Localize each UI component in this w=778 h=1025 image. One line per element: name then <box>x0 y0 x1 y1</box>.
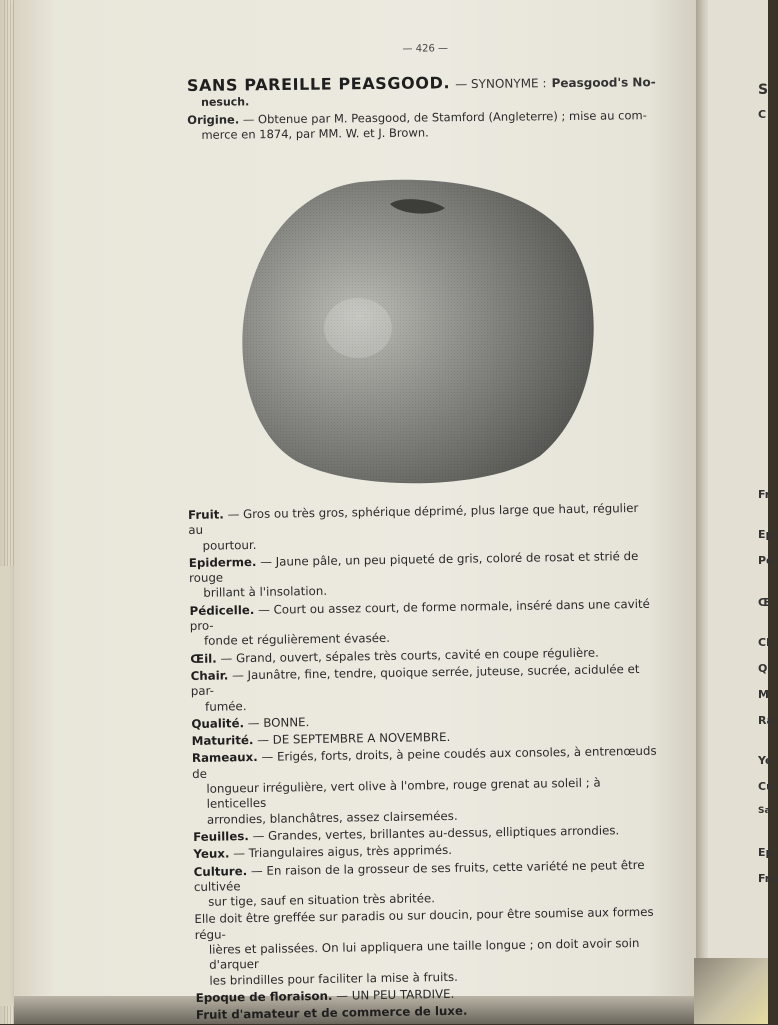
desc-fruit <box>188 501 657 554</box>
right-fragment-6: Cl <box>758 636 770 649</box>
culture-extra-l3: les brindilles pour faciliter la mise à fruits. <box>209 969 458 988</box>
right-fragment-13: Ep <box>758 846 774 859</box>
desc-fruit-l2: pourtour. <box>202 537 257 553</box>
desc-chair-l2: fumée. <box>205 698 247 714</box>
desc-pedicelle-l2: fonde et régulièrement évasée. <box>203 631 391 649</box>
desc-maturite-l1: — DE SEPTEMBRE A NOVEMBRE. <box>257 730 451 748</box>
desc-feuilles-l1: — Grandes, vertes, brillantes au-dessus, elliptiques arrondies. <box>252 823 620 843</box>
desc-chair-label: Chair. <box>190 668 229 683</box>
culture-extra-l1: Elle doit être greffée sur paradis ou sur doucin, pour être soumise aux formes régu- <box>194 905 654 942</box>
desc-culture <box>194 857 663 910</box>
origin-line1: — Obtenue par M. Peasgood, de Stamford (Angleterre) ; mise au com- <box>242 108 647 127</box>
culture-extra-l2: lières et palissées. On lui appliquera une taille longue ; on doit avoir soin d'arquer <box>208 935 640 973</box>
desc-qualite-label: Qualité. <box>191 716 245 731</box>
desc-yeux-l1: — Triangulaires aigus, très apprimés. <box>233 843 453 861</box>
description-block <box>188 501 664 1025</box>
desc-feuilles-label: Feuilles. <box>193 829 249 844</box>
desc-oeil-l1: — Grand, ouvert, sépales très courts, cavité en coupe régulière. <box>220 645 599 666</box>
floraison-label: Epoque de floraison. <box>195 988 333 1005</box>
desc-culture-label: Culture. <box>193 863 248 879</box>
desc-rameaux-l2: longueur irrégulière, vert olive à l'ombre, rouge grenat au soleil ; à lenticelles <box>206 775 601 812</box>
desc-epiderme <box>189 549 658 602</box>
right-page-fragment <box>708 0 778 960</box>
desc-maturite-label: Maturité. <box>191 733 254 749</box>
right-fragment-9: Ra <box>758 714 774 727</box>
right-fragment-12: Sa <box>758 806 771 816</box>
desc-rameaux <box>192 744 661 828</box>
desc-culture-l2: sur tige, sauf en situation très abritée. <box>208 891 436 909</box>
corner-object <box>694 958 768 1024</box>
page-number: — 426 — <box>402 43 449 55</box>
desc-yeux-label: Yeux. <box>193 846 230 862</box>
origin-line2: merce en 1874, par MM. W. et J. Brown. <box>201 125 429 142</box>
right-fragment-0: S <box>758 82 769 98</box>
desc-rameaux-label: Rameaux. <box>191 750 258 766</box>
right-fragment-11: Cu <box>758 780 774 793</box>
apple-highlight <box>324 298 392 358</box>
desc-qualite-l1: — BONNE. <box>247 714 310 730</box>
desc-rameaux-l1: — Erigés, forts, droits, à peine coudés aux consoles, à entrenœuds de <box>192 744 657 781</box>
synonym-value-b: nesuch. <box>201 95 250 109</box>
desc-pedicelle-label: Pédicelle. <box>189 602 255 618</box>
desc-pedicelle-l1: — Court ou assez court, de forme normale, inséré dans une cavité pro- <box>189 596 650 634</box>
right-fragment-14: Fru <box>758 872 778 885</box>
desc-oeil-label: Œil. <box>190 651 217 666</box>
right-fragment-8: M <box>758 688 769 701</box>
right-fragment-10: Ye <box>758 754 773 767</box>
desc-culture-extra <box>194 905 663 989</box>
right-fragment-3: Ep <box>758 528 774 541</box>
origin-paragraph <box>187 108 657 143</box>
desc-fruit-l1: — Gros ou très gros, sphérique déprimé, plus large que haut, régulier au <box>188 500 639 538</box>
closing-line: Fruit d'amateur et de commerce de luxe. <box>195 1003 468 1023</box>
desc-culture-l1: — En raison de la grosseur de ses fruits, cette variété ne peut être cultivée <box>193 857 645 894</box>
right-fragment-5: Œ <box>758 596 771 609</box>
right-fragment-2: Fr <box>758 488 771 501</box>
origin-label: Origine. <box>187 112 240 127</box>
desc-pedicelle <box>190 596 659 649</box>
apple-illustration-svg <box>240 178 598 488</box>
variety-title: SANS PAREILLE PEASGOOD. <box>186 73 451 95</box>
desc-epiderme-l2: brillant à l'insolation. <box>203 584 328 601</box>
desc-chair <box>191 662 660 715</box>
apple-texture <box>242 180 593 483</box>
synonym-value-a: Peasgood's No- <box>551 75 656 91</box>
right-fragment-4: Pé <box>758 554 774 567</box>
synonym-label: — SYNONYME : <box>455 76 547 92</box>
floraison-value: — UN PEU TARDIVE. <box>336 986 455 1003</box>
right-fragment-1: C <box>758 108 767 121</box>
desc-chair-l1: — Jaunâtre, fine, tendre, quoique serrée, juteuse, sucrée, acidulée et par- <box>190 661 640 699</box>
right-fragment-7: Q <box>758 662 768 675</box>
desc-fruit-label: Fruit. <box>188 507 224 522</box>
desc-epiderme-label: Epiderme. <box>188 554 257 570</box>
apple-illustration <box>240 178 598 488</box>
desc-rameaux-l3: arrondies, blanchâtres, assez clairsemées. <box>206 808 458 827</box>
desc-epiderme-l1: — Jaune pâle, un peu piqueté de gris, coloré de rosat et strié de rouge <box>188 548 639 586</box>
